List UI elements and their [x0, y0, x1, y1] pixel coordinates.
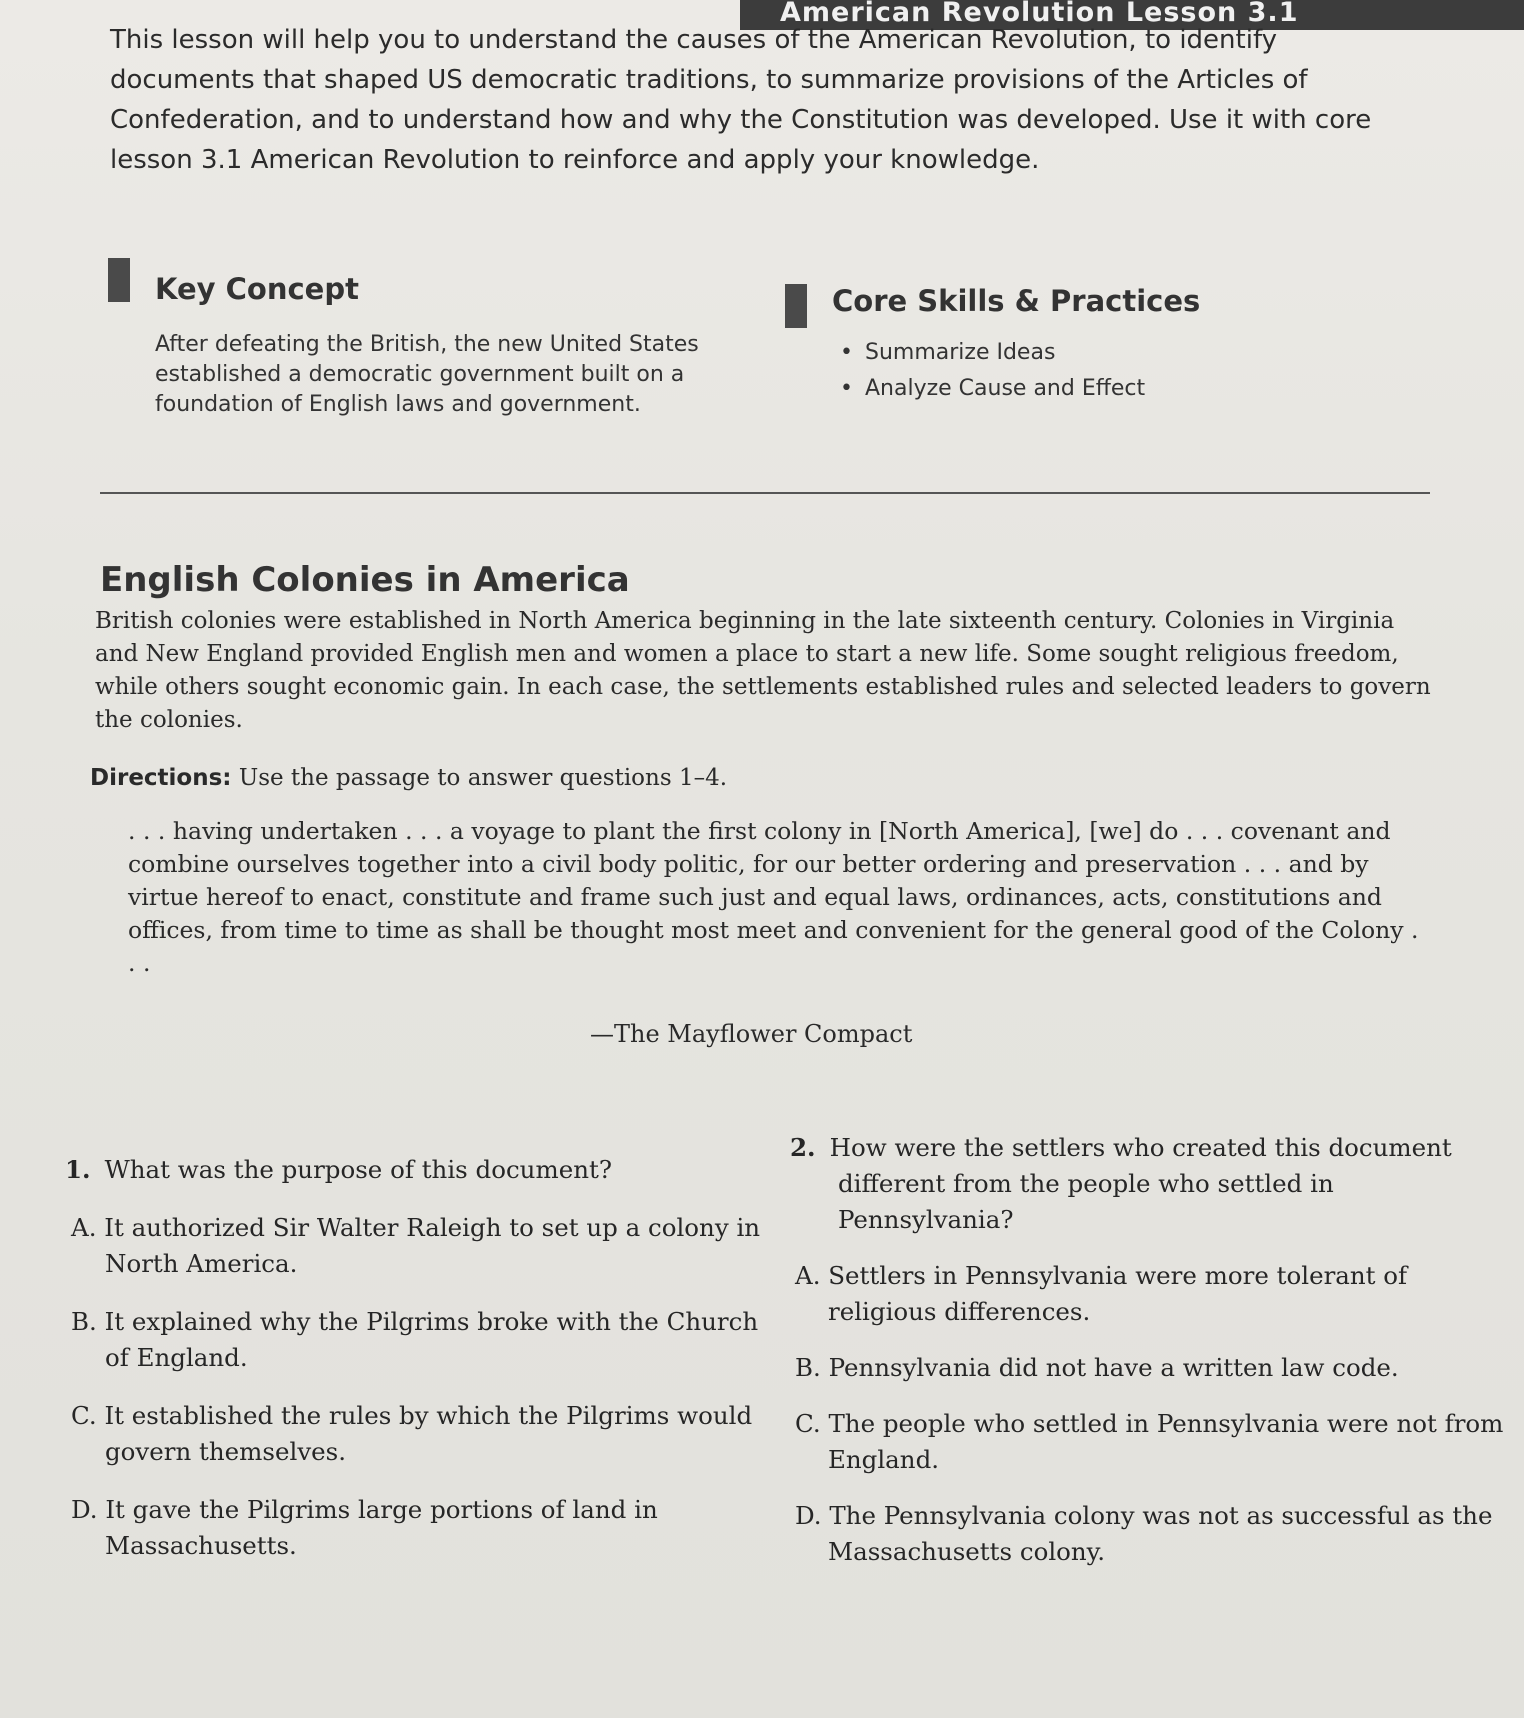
answer-option[interactable]: C. The people who settled in Pennsylvania were not from England.	[795, 1409, 1504, 1474]
question-prompt: What was the purpose of this document?	[104, 1155, 612, 1184]
answer-option[interactable]: A. It authorized Sir Walter Raleigh to set up a colony in North America.	[71, 1213, 761, 1278]
core-skills-label: Core Skills & Practices	[832, 284, 1201, 318]
core-skill-item: • Summarize Ideas	[840, 335, 1145, 371]
section-heading: English Colonies in America	[100, 560, 630, 600]
section-body: British colonies were established in North America beginning in the late sixteenth century. Colonies in Virginia and New England provided English men and women a place to start a new life. Some sought religious freedom, while others sought economic gain. In each case, the settlements established rules and selected leaders to govern the colonies.	[95, 608, 1431, 733]
answer-option[interactable]: D. The Pennsylvania colony was not as successful as the Massachusetts colony.	[795, 1501, 1493, 1566]
answer-option[interactable]: B. It explained why the Pilgrims broke with the Church of England.	[71, 1307, 759, 1372]
directions-label: Directions:	[90, 765, 232, 791]
mayflower-quote: . . . having undertaken . . . a voyage to plant the first colony in [North America], [we] do . . . covenant and combine ourselves together into a civil body politic, for our better ordering and preservation . . . and by virtue hereof to enact, constitute and frame such just and equal laws, ordinances, acts, constitutions and offices, from time to time as shall be thought most meet and convenient for the general good of the Colony . . .	[128, 817, 1419, 977]
key-concept-text: After defeating the British, the new United States established a democratic government built on a foundation of English laws and government.	[155, 332, 699, 417]
answer-option[interactable]: B. Pennsylvania did not have a written law code.	[795, 1353, 1399, 1382]
section-divider	[100, 492, 1430, 494]
intro-paragraph: This lesson will help you to understand the causes of the American Revolution, to identify documents that shaped US democratic traditions, to summarize provisions of the Articles of Confederation, and to understand how and why the Constitution was developed. Use it with core lesson 3.1 American Revolution to reinforce and apply your knowledge.	[110, 25, 1372, 175]
question-number: 2.	[790, 1133, 816, 1162]
answer-option[interactable]: C. It established the rules by which the Pilgrims would govern themselves.	[71, 1401, 753, 1466]
answer-option[interactable]: A. Settlers in Pennsylvania were more tolerant of religious differences.	[795, 1261, 1408, 1326]
question-text	[65, 1152, 785, 1188]
directions	[90, 765, 727, 791]
directions-text: Use the passage to answer questions 1–4.	[238, 765, 728, 791]
core-skill-item: • Analyze Cause and Effect	[840, 371, 1145, 407]
question-1	[65, 1152, 785, 1564]
question-2	[790, 1130, 1510, 1570]
core-skills-list	[840, 335, 1145, 407]
core-skills-marker	[785, 284, 807, 328]
quote-source: —The Mayflower Compact	[590, 1020, 913, 1048]
key-concept-label: Key Concept	[155, 272, 359, 306]
question-number: 1.	[65, 1155, 91, 1184]
question-prompt: How were the settlers who created this document different from the people who settled in Pennsylvania?	[829, 1133, 1452, 1234]
answer-option[interactable]: D. It gave the Pilgrims large portions of land in Massachusetts.	[71, 1495, 658, 1560]
question-text	[790, 1130, 1510, 1238]
lesson-title: American Revolution Lesson 3.1	[780, 0, 1299, 28]
key-concept-marker	[108, 258, 130, 302]
